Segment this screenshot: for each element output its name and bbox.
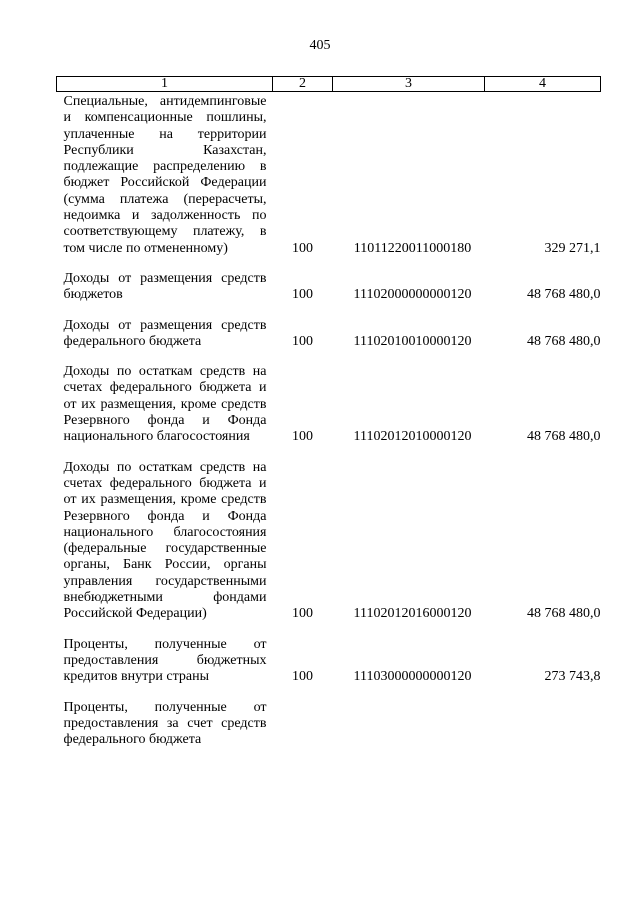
row-amount: 48 768 480,0: [527, 606, 601, 622]
row-budget-code: 11102010010000120: [353, 333, 472, 349]
page-number: 405: [309, 38, 331, 53]
row-amount: 48 768 480,0: [527, 287, 601, 303]
header-col-2: 2: [273, 77, 333, 92]
row-admin-code: 100: [292, 669, 313, 685]
row-description: Доходы по остаткам средств на счетах федерального бюджета и от их размещения, кроме средств Резервного фонда и Фонда национального благосостояния: [63, 364, 267, 445]
table-row: [57, 257, 601, 304]
row-description: Доходы от размещения средств бюджетов: [63, 270, 267, 303]
row-budget-code: 11102000000000120: [353, 287, 472, 303]
table-header-row: [57, 77, 601, 92]
row-amount: 273 743,8: [544, 669, 601, 685]
row-amount: 48 768 480,0: [527, 429, 601, 445]
row-admin-code: 100: [292, 287, 313, 303]
row-amount: [485, 686, 601, 749]
row-admin-code: 100: [292, 429, 313, 445]
row-admin-code: 100: [292, 333, 313, 349]
row-admin-code: 100: [292, 606, 313, 622]
row-admin-code: 100: [292, 240, 313, 256]
row-admin-code: [273, 686, 333, 749]
header-col-1: 1: [57, 77, 273, 92]
row-budget-code: 11102012016000120: [353, 606, 472, 622]
row-budget-code: 11103000000000120: [353, 669, 472, 685]
row-budget-code: 11011220011000180: [353, 240, 472, 256]
row-description: Доходы по остаткам средств на счетах федерального бюджета и от их размещения, кроме средств Резервного фонда и Фонда национального благосостояния (федеральные государственные органы, Банк России, органы управления государственными внебюджетными фондами Российской Федерации): [63, 459, 267, 622]
row-amount: 329 271,1: [544, 240, 601, 256]
row-description: Проценты, полученные от предоставления бюджетных кредитов внутри страны: [63, 636, 267, 685]
row-budget-code: [333, 686, 485, 749]
table-row: [57, 623, 601, 686]
header-col-3: 3: [333, 77, 485, 92]
row-description: Доходы от размещения средств федерального бюджета: [63, 317, 267, 349]
row-budget-code: 11102012010000120: [353, 429, 472, 445]
table-row: [57, 686, 601, 749]
revenue-table: [56, 76, 601, 748]
row-description: Специальные, антидемпинговые и компенсационные пошлины, уплаченные на территории Республики Казахстан, подлежащие распределению в бюджет Российской Федерации (сумма платежа (перерасчеты, недоимка и задолженность по соответствующему платежу, в том числе по отмененному): [63, 94, 267, 256]
header-col-4: 4: [485, 77, 601, 92]
table-row: [57, 350, 601, 445]
row-description: Проценты, полученные от предоставления за счет средств федерального бюджета: [63, 699, 267, 748]
table-row: [57, 92, 601, 257]
table-row: [57, 446, 601, 623]
table-row: [57, 304, 601, 351]
row-amount: 48 768 480,0: [527, 333, 601, 349]
